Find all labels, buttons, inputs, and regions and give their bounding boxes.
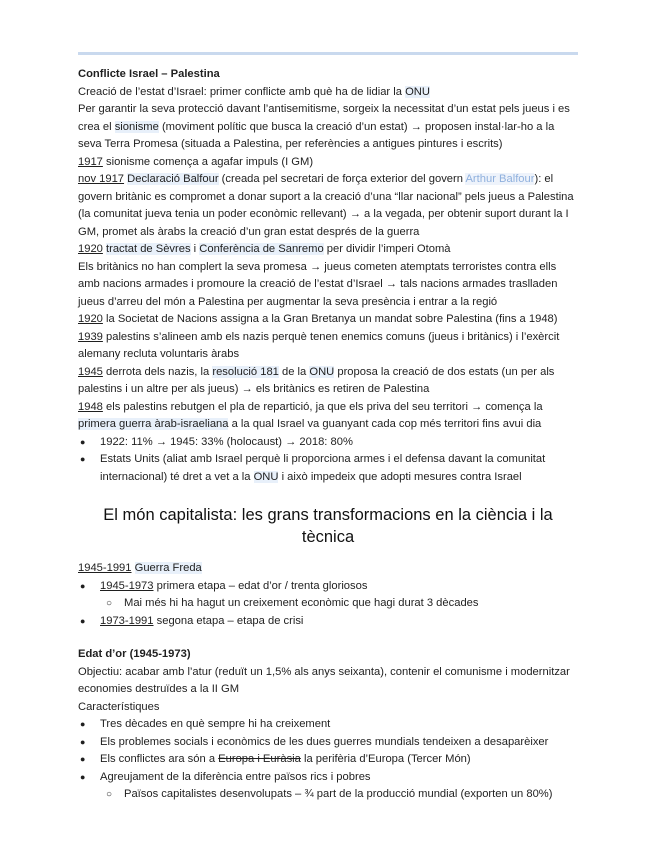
date: 1920 (78, 243, 103, 255)
list-item (78, 578, 578, 596)
list-item: ○ Mai més hi ha hagut un creixement econòmic que hagi durat 3 dècades (78, 595, 578, 613)
date: 1945 (78, 365, 103, 378)
onu-link[interactable]: ONU (253, 470, 279, 483)
paragraph: Els britànics no han complert la seva promesa → jueus cometen atemptats terroristes contra ells amb nacions armades i promoure la creació de l’estat d’Israel → tals nacions armades traslladen jueus d’arreu del món a Palestina per augmentar la seva presència i entrar a la regió (78, 260, 558, 308)
date: 1945-1991 (78, 562, 132, 574)
paragraph (78, 560, 578, 578)
sanremo-link[interactable]: Conferència de Sanremo (199, 243, 324, 255)
paragraph (78, 241, 578, 259)
text: Per garantir la seva protecció davant l’antisemitisme, sorgeix la necessitat d’un estat pels jueus i es crea el (78, 103, 570, 133)
text: la Societat de Nacions assigna a la Gran Bretanya un mandat sobre Palestina (fins a 1948) (102, 313, 558, 325)
text: Creació de l’estat d’Israel: primer conflicte amb què ha de lidiar la (78, 85, 406, 98)
text: de la (278, 365, 310, 378)
bullet-list (78, 434, 578, 487)
list-item: ● Tres dècades en què sempre hi ha creixement (78, 716, 578, 734)
paragraph (78, 329, 578, 364)
onu-link[interactable]: ONU (405, 85, 430, 98)
sionisme-link[interactable]: sionisme (114, 120, 159, 133)
paragraph (78, 364, 578, 399)
paragraph (78, 171, 578, 241)
list-item: ● Els problemes socials i econòmics de les dues guerres mundials tendeixen a desaparèixer (78, 734, 578, 752)
list-item: ● Agreujament de la diferència entre països rics i pobres (78, 769, 578, 787)
list-item (78, 613, 578, 631)
paragraph: Característiques (78, 700, 160, 713)
text: derrota dels nazis, la (102, 365, 213, 378)
document-body (78, 66, 578, 804)
text: Estats Units (aliat amb Israel perquè li proporciona armes i el defensa davant la comunitat internacional) té dret a vet a la (100, 453, 546, 483)
onu-link[interactable]: ONU (309, 365, 335, 378)
date: 1917 (78, 155, 103, 168)
text: proposa la creació de dos estats (un per als palestins i un altre per als jueus) → els britànics es retiren de Palestina (78, 365, 555, 395)
text: els palestins rebutgen el pla de repartició, ja que els priva del seu territori → comença la (102, 400, 543, 413)
paragraph (78, 154, 578, 172)
text: segona etapa – etapa de crisi (153, 614, 304, 627)
section-heading: El món capitalista: les grans transformacions en la ciència i la tècnica (103, 506, 553, 546)
text: a la qual Israel va guanyant cada cop més territori fins avui dia (228, 418, 542, 430)
text: (moviment polític que busca la creació d’un estat) → proposen instal·lar-ho a la seva Terra Promesa (situada a Palestina, per referències a antigues pintures i escrits) (78, 120, 555, 150)
text: primera etapa – edat d’or / trenta gloriosos (153, 579, 368, 592)
arthur-balfour-link[interactable]: Arthur Balfour (465, 173, 535, 185)
paragraph (78, 399, 578, 434)
text: i (190, 243, 200, 255)
text: sionisme comença a agafar impuls (I GM) (102, 155, 314, 168)
date: nov 1917 (78, 173, 125, 185)
text: la perifèria d’Europa (Tercer Món) (300, 753, 471, 765)
paragraph (78, 84, 578, 102)
date: 1945-1973 (100, 579, 154, 592)
list-item (78, 451, 578, 486)
struck-text: Europa i Euràsia (218, 753, 301, 765)
cold-war-link[interactable]: Guerra Freda (134, 562, 202, 574)
text: (creada pel secretari de força exterior del govern (218, 173, 466, 185)
list-item: ○ Països capitalistes desenvolupats – ¾ part de la producció mundial (exporten un 80%) (78, 786, 578, 804)
section-title-conflict: Conflicte Israel – Palestina (78, 68, 220, 80)
text: i això impedeix que adopti mesures contra Israel (278, 470, 522, 483)
balfour-declaration-link[interactable]: Declaració Balfour (127, 173, 219, 185)
bullet-list (78, 578, 578, 631)
list-item: ● 1922: 11% → 1945: 33% (holocaust) → 2018: 80% (78, 434, 578, 452)
section-title-golden-age: Edat d’or (1945-1973) (78, 648, 191, 660)
date: 1948 (78, 400, 103, 413)
text: per dividir l’imperi Otomà (323, 243, 451, 255)
text: Els conflictes ara són a (100, 753, 219, 765)
header-rule (78, 52, 578, 55)
paragraph: Objectiu: acabar amb l’atur (reduït un 1,5% als anys seixanta), contenir el comunisme i modernitzar economies destruïdes a la II GM (78, 665, 570, 695)
text: ): el govern britànic es compromet a donar suport a la creació d’una “llar nacional” pels jueus a Palestina (la comunitat jueva tenia un poder econòmic rellevant) → a la vegada, per obtenir suport durant la I GM, promet als àrabs la creació d’un gran estat després de la guerra (78, 173, 574, 238)
text: palestins s’alineen amb els nazis perquè tenen enemics comuns (jueus i britànics) i l’exèrcit alemany recluta voluntaris àrabs (78, 330, 560, 360)
resolution-181-link[interactable]: resolució 181 (212, 365, 279, 378)
sevres-link[interactable]: tractat de Sèvres (106, 243, 191, 255)
spacer (78, 630, 578, 646)
arab-israeli-war-link[interactable]: primera guerra àrab-israeliana (78, 418, 229, 430)
paragraph (78, 101, 578, 154)
date: 1920 (78, 313, 103, 325)
date: 1939 (78, 330, 103, 343)
paragraph (78, 311, 578, 329)
bullet-list (78, 716, 578, 804)
date: 1973-1991 (100, 614, 154, 627)
list-item (78, 751, 578, 769)
